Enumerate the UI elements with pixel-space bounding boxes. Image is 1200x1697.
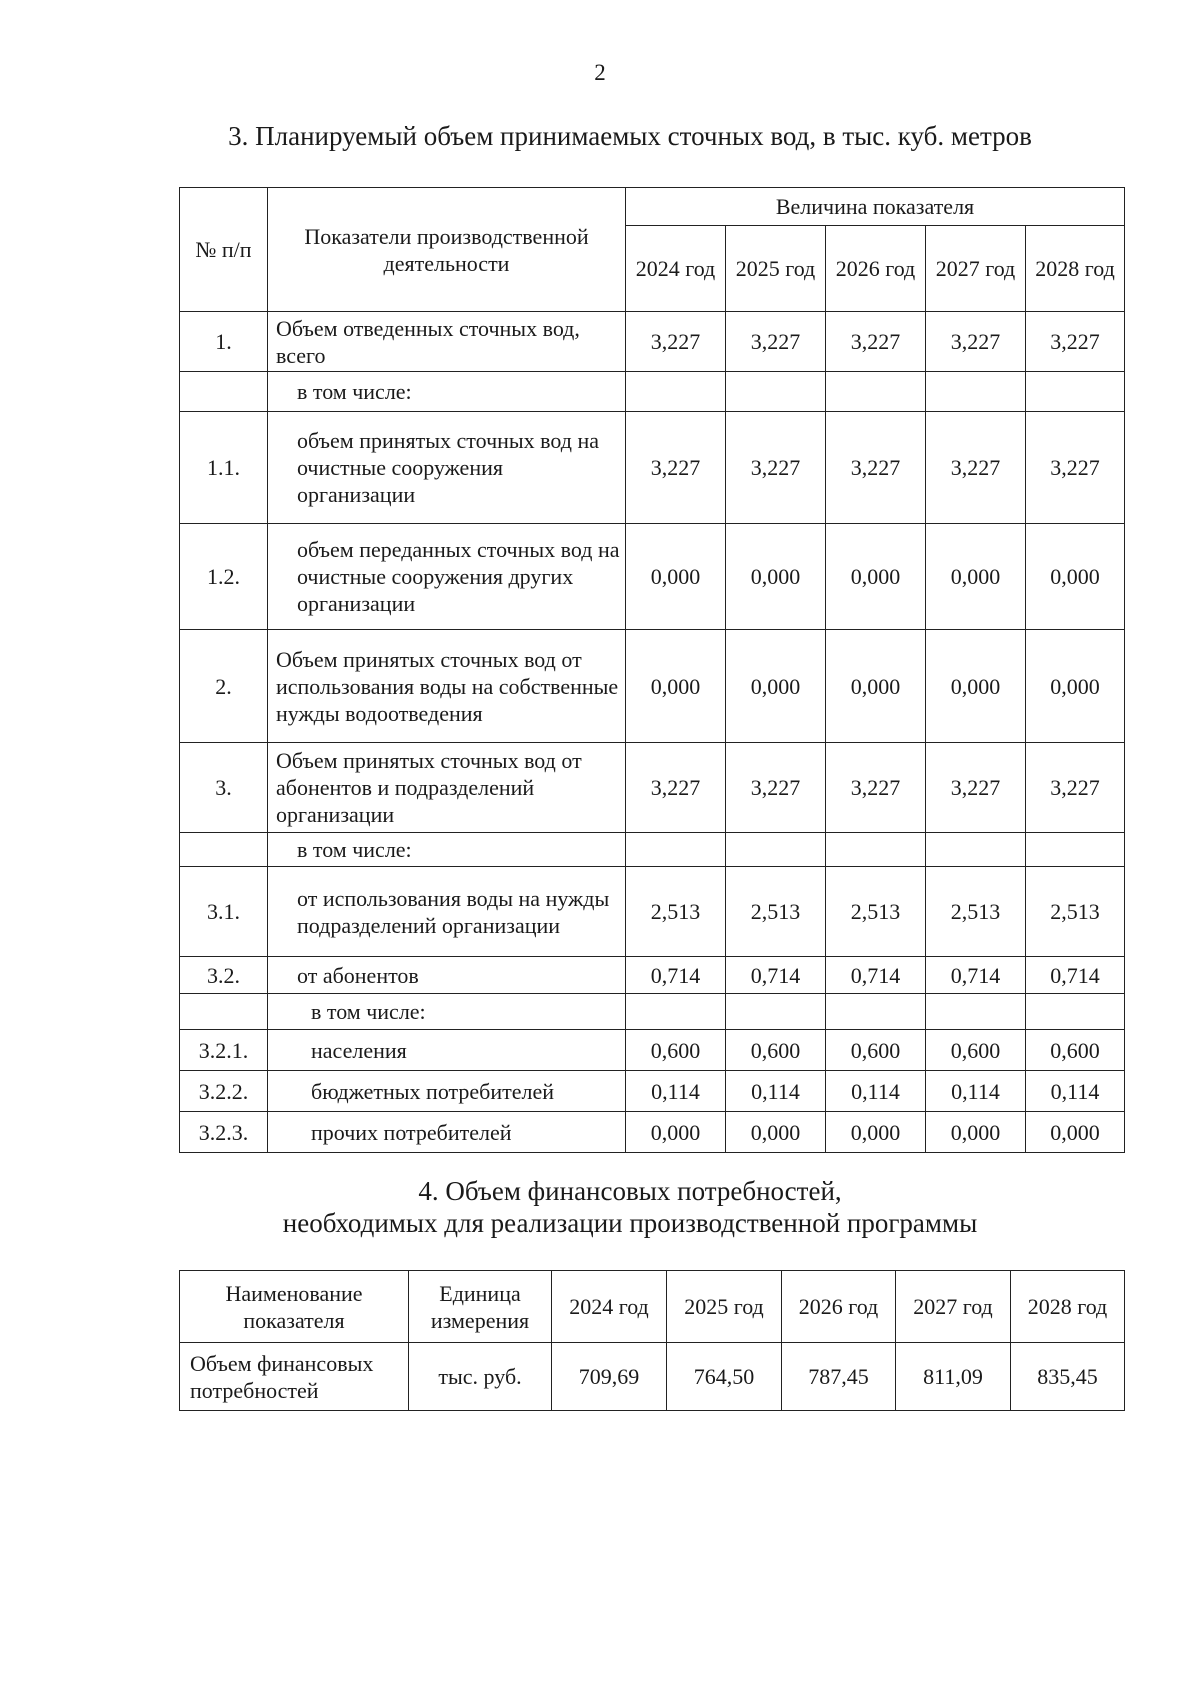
header-year: 2027 год	[926, 226, 1026, 312]
row-value: 2,513	[626, 867, 726, 957]
row-value: 3,227	[726, 312, 826, 372]
row-value	[626, 994, 726, 1030]
row-value: 0,000	[826, 630, 926, 743]
header-year: 2027 год	[896, 1271, 1011, 1343]
row-value: 811,09	[896, 1343, 1011, 1411]
row-value	[626, 833, 726, 867]
header-year: 2024 год	[552, 1271, 667, 1343]
row-value: 0,600	[826, 1030, 926, 1071]
row-num: 3.2.2.	[180, 1071, 268, 1112]
row-num: 1.2.	[180, 524, 268, 630]
row-value: 0,114	[626, 1071, 726, 1112]
row-value: 3,227	[626, 743, 726, 833]
row-num: 1.1.	[180, 412, 268, 524]
row-value: 0,714	[626, 957, 726, 994]
row-value: 3,227	[826, 312, 926, 372]
row-value: 3,227	[826, 743, 926, 833]
row-num: 3.2.	[180, 957, 268, 994]
row-value	[1026, 833, 1125, 867]
row-label: Объем принятых сточных вод от абонентов и подразделений организации	[268, 743, 626, 833]
row-value	[1026, 372, 1125, 412]
row-unit: тыс. руб.	[409, 1343, 552, 1411]
row-value: 0,000	[1026, 524, 1125, 630]
header-year: 2024 год	[626, 226, 726, 312]
table-row	[180, 867, 1125, 957]
row-label: объем переданных сточных вод на очистные сооружения других организации	[268, 524, 626, 630]
table-row	[180, 833, 1125, 867]
table-row	[180, 524, 1125, 630]
table-row	[180, 994, 1125, 1030]
section-4-title	[180, 1175, 1080, 1239]
header-year: 2028 год	[1026, 226, 1125, 312]
row-value: 3,227	[626, 412, 726, 524]
table-row	[180, 1030, 1125, 1071]
table-row	[180, 1343, 1125, 1411]
wastewater-volume-table	[179, 187, 1125, 1153]
row-value: 0,000	[926, 630, 1026, 743]
row-num: 3.	[180, 743, 268, 833]
row-num: 2.	[180, 630, 268, 743]
row-value: 835,45	[1011, 1343, 1125, 1411]
row-value: 3,227	[1026, 412, 1125, 524]
table-row	[180, 412, 1125, 524]
header-value-group: Величина показателя	[626, 188, 1125, 226]
row-value	[626, 372, 726, 412]
row-value: 787,45	[782, 1343, 896, 1411]
header-num: № п/п	[180, 188, 268, 312]
row-num	[180, 833, 268, 867]
row-label: в том числе:	[268, 372, 626, 412]
row-value: 2,513	[1026, 867, 1125, 957]
row-value: 0,000	[926, 1112, 1026, 1153]
table-row	[180, 1112, 1125, 1153]
row-value	[826, 833, 926, 867]
row-num: 1.	[180, 312, 268, 372]
header-indicator: Показатели производственной деятельности	[268, 188, 626, 312]
table-row	[180, 743, 1125, 833]
header-year: 2026 год	[782, 1271, 896, 1343]
row-num	[180, 372, 268, 412]
table-row	[180, 630, 1125, 743]
header-year: 2028 год	[1011, 1271, 1125, 1343]
row-value	[826, 994, 926, 1030]
row-num: 3.2.3.	[180, 1112, 268, 1153]
row-value	[726, 833, 826, 867]
row-label: в том числе:	[268, 994, 626, 1030]
row-label: от использования воды на нужды подразделений организации	[268, 867, 626, 957]
row-value: 0,000	[826, 1112, 926, 1153]
row-value: 2,513	[926, 867, 1026, 957]
row-value: 0,000	[626, 524, 726, 630]
row-value: 0,000	[626, 1112, 726, 1153]
row-value: 3,227	[926, 412, 1026, 524]
row-value	[826, 372, 926, 412]
row-label: от абонентов	[268, 957, 626, 994]
row-value	[1026, 994, 1125, 1030]
row-label: Объем отведенных сточных вод, всего	[268, 312, 626, 372]
header-unit: Единица измерения	[409, 1271, 552, 1343]
row-value	[726, 372, 826, 412]
row-label: в том числе:	[268, 833, 626, 867]
row-value	[926, 994, 1026, 1030]
row-value: 3,227	[1026, 312, 1125, 372]
row-value: 0,600	[626, 1030, 726, 1071]
table-row	[180, 372, 1125, 412]
row-value: 0,114	[926, 1071, 1026, 1112]
row-value	[726, 994, 826, 1030]
row-num: 3.2.1.	[180, 1030, 268, 1071]
row-label: Объем принятых сточных вод от использования воды на собственные нужды водоотведения	[268, 630, 626, 743]
row-value	[926, 833, 1026, 867]
row-value: 3,227	[726, 743, 826, 833]
row-value: 3,227	[1026, 743, 1125, 833]
header-year: 2026 год	[826, 226, 926, 312]
row-value: 0,000	[726, 524, 826, 630]
row-value: 0,600	[1026, 1030, 1125, 1071]
row-value: 0,000	[726, 1112, 826, 1153]
page-number: 2	[594, 60, 606, 85]
row-value: 0,000	[626, 630, 726, 743]
row-value: 0,600	[726, 1030, 826, 1071]
row-value: 0,600	[926, 1030, 1026, 1071]
row-value: 3,227	[926, 743, 1026, 833]
section-4-title-line2: необходимых для реализации производственной программы	[282, 1208, 978, 1238]
row-value: 0,114	[1026, 1071, 1125, 1112]
row-value: 2,513	[826, 867, 926, 957]
row-value: 0,000	[1026, 1112, 1125, 1153]
row-label: объем принятых сточных вод на очистные сооружения организации	[268, 412, 626, 524]
header-name: Наименование показателя	[180, 1271, 409, 1343]
row-value: 0,000	[926, 524, 1026, 630]
row-value: 0,114	[826, 1071, 926, 1112]
row-num	[180, 994, 268, 1030]
row-value: 709,69	[552, 1343, 667, 1411]
row-value: 0,114	[726, 1071, 826, 1112]
row-value: 0,714	[826, 957, 926, 994]
row-value: 3,227	[626, 312, 726, 372]
row-label: прочих потребителей	[268, 1112, 626, 1153]
row-label: Объем финансовых потребностей	[180, 1343, 409, 1411]
section-3-title: 3. Планируемый объем принимаемых сточных вод, в тыс. куб. метров	[228, 121, 1032, 151]
row-value: 0,000	[726, 630, 826, 743]
row-value: 0,714	[926, 957, 1026, 994]
table-row	[180, 1071, 1125, 1112]
row-value: 0,714	[726, 957, 826, 994]
row-value: 0,000	[1026, 630, 1125, 743]
row-label: населения	[268, 1030, 626, 1071]
row-value: 3,227	[726, 412, 826, 524]
row-value	[926, 372, 1026, 412]
header-year: 2025 год	[726, 226, 826, 312]
row-label: бюджетных потребителей	[268, 1071, 626, 1112]
row-value: 0,714	[1026, 957, 1125, 994]
row-value: 764,50	[667, 1343, 782, 1411]
header-year: 2025 год	[667, 1271, 782, 1343]
row-value: 0,000	[826, 524, 926, 630]
row-value: 3,227	[826, 412, 926, 524]
row-value: 3,227	[926, 312, 1026, 372]
section-4-title-line1: 4. Объем финансовых потребностей,	[418, 1176, 842, 1206]
table-row	[180, 312, 1125, 372]
financial-needs-table	[179, 1270, 1125, 1411]
row-value: 2,513	[726, 867, 826, 957]
row-num: 3.1.	[180, 867, 268, 957]
table-row	[180, 957, 1125, 994]
